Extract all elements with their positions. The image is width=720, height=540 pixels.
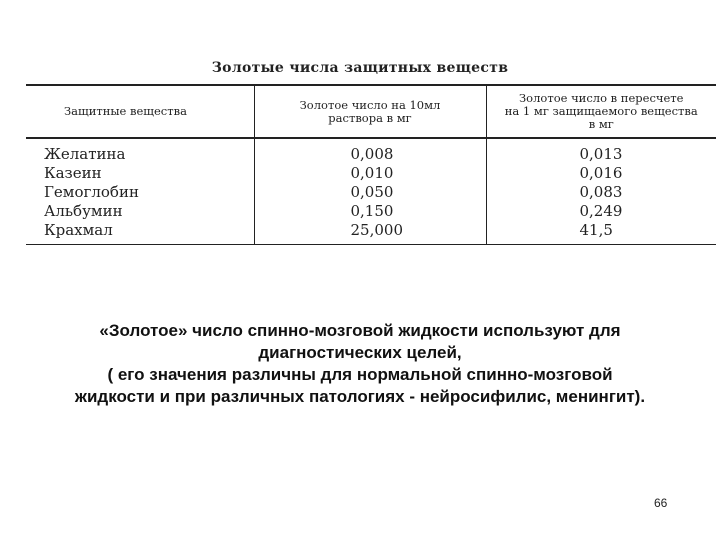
- note-line: жидкости и при различных патологиях - нейросифилис, менингит).: [74, 387, 646, 406]
- header-gold-number: [254, 85, 486, 138]
- substance-name: Альбумин: [44, 202, 123, 220]
- gold-number-value: 25,000: [254, 221, 486, 245]
- substance-name: Гемоглобин: [44, 183, 139, 201]
- note-line: диагностических целей,: [258, 343, 462, 362]
- gold-number-converted-value: 0,013: [486, 138, 716, 164]
- gold-number-converted-value: 0,016: [486, 164, 716, 183]
- gold-number-value: 0,008: [254, 138, 486, 164]
- table-row: [26, 221, 716, 245]
- header-substances-label: Защитные вещества: [64, 104, 187, 118]
- substance-name: Крахмал: [26, 221, 254, 245]
- table-row: [26, 183, 716, 202]
- substance-name: Казеин: [44, 164, 102, 182]
- gold-number-value: 0,150: [254, 202, 486, 221]
- note-line: «Золотое» число спинно-мозговой жидкости используют для: [99, 321, 621, 340]
- page-number: 66: [654, 496, 668, 510]
- gold-number-value: 0,050: [254, 183, 486, 202]
- gold-numbers-table: [26, 84, 716, 245]
- header-converted-line-1: Золотое число в пересчете: [519, 91, 684, 105]
- header-converted-line-2: на 1 мг защищаемого вещества: [504, 104, 698, 118]
- table-header-row: [26, 85, 716, 138]
- table-title: Золотые числа защитных веществ: [211, 60, 509, 76]
- gold-number-converted-value: 41,5: [486, 221, 716, 245]
- header-gold-number-converted: [486, 85, 716, 138]
- note-line: ( его значения различны для нормальной спинно-мозговой: [107, 365, 613, 384]
- gold-number-converted-value: 0,083: [486, 183, 716, 202]
- header-gold-number-line-1: Золотое число на 10мл: [299, 97, 441, 112]
- header-gold-number-line-2: раствора в мг: [328, 110, 412, 125]
- gold-number-converted-value: 0,249: [486, 202, 716, 221]
- header-substances: [26, 85, 254, 138]
- table-row: [26, 164, 716, 183]
- explanatory-note: [10, 320, 710, 408]
- gold-number-value: 0,010: [254, 164, 486, 183]
- table-row: [26, 202, 716, 221]
- header-converted-line-3: в мг: [588, 117, 614, 131]
- substance-name: Желатина: [44, 145, 126, 163]
- table-row: [26, 138, 716, 164]
